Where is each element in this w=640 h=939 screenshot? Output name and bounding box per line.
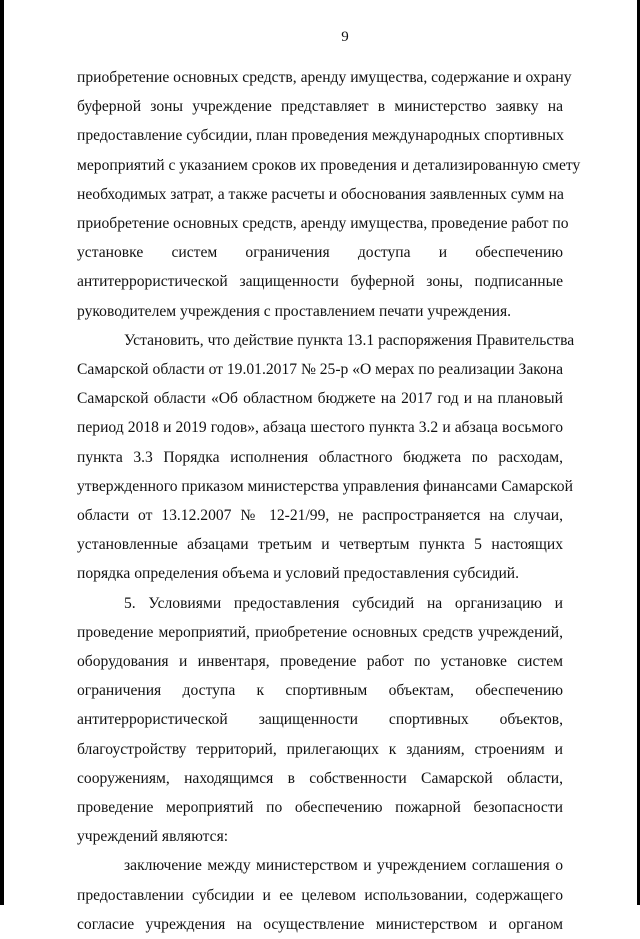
text-line: области от 13.12.2007 № 12-21/99, не распространяется на случаи, xyxy=(77,507,563,525)
text-line: предоставление субсидии, план проведения международных спортивных xyxy=(77,127,564,145)
text-line: учреждений являются: xyxy=(77,828,229,846)
text-line: Установить, что действие пункта 13.1 распоряжения Правительства xyxy=(124,331,575,349)
text-line: буферной зоны учреждение представляет в министерство заявку на xyxy=(77,98,563,116)
text-line: заключение между министерством и учреждением соглашения о xyxy=(124,857,563,875)
text-line: ограничения доступа к спортивным объектам, обеспечению xyxy=(77,682,563,700)
page-number: 9 xyxy=(341,29,349,45)
text-line: руководителем учреждения с проставлением печати учреждения. xyxy=(77,302,512,320)
text-line: сооружениям, находящимся в собственности Самарской области, xyxy=(77,769,563,787)
paragraph-application-requirements xyxy=(77,63,581,326)
text-line: благоустройству территорий, прилегающих к зданиям, строениям и xyxy=(77,740,563,758)
text-line: приобретение основных средств, аренду имущества, проведение работ по xyxy=(77,215,569,233)
text-line: установке систем ограничения доступа и обеспечению xyxy=(77,244,563,262)
text-line: согласие учреждения на осуществление министерством и органом xyxy=(77,915,563,933)
text-line: антитеррористической защищенности спортивных объектов, xyxy=(77,711,563,729)
paragraph-agreement-condition xyxy=(77,851,563,939)
text-line: Самарской области от 19.01.2017 № 25-р «О мерах по реализации Закона xyxy=(77,361,564,379)
text-line: утвержденного приказом министерства управления финансами Самарской xyxy=(77,477,573,495)
text-line: необходимых затрат, а также расчеты и обоснования заявленных сумм на xyxy=(77,185,564,203)
text-line: 5. Условиями предоставления субсидий на организацию и xyxy=(124,594,563,612)
document-body xyxy=(77,63,581,939)
text-line: антитеррористической защищенности буферной зоны, подписанные xyxy=(77,273,563,291)
text-line: порядка определения объема и условий предоставления субсидий. xyxy=(77,565,520,583)
text-line: приобретение основных средств, аренду имущества, содержание и охрану xyxy=(77,69,572,86)
text-line: предоставлении субсидии и ее целевом использовании, содержащего xyxy=(77,886,563,904)
text-line: проведение мероприятий, приобретение основных средств учреждений, xyxy=(77,623,563,641)
text-line: мероприятий с указанием сроков их проведения и детализированную смету xyxy=(77,156,581,174)
text-line: период 2018 и 2019 годов», абзаца шестого пункта 3.2 и абзаца восьмого xyxy=(77,419,563,437)
paragraph-section-5-conditions xyxy=(77,589,563,852)
text-line: установленные абзацами третьим и четвертым пункта 5 настоящих xyxy=(77,536,563,554)
text-line: оборудования и инвентаря, проведение работ по установке систем xyxy=(77,653,563,671)
text-line: пункта 3.3 Порядка исполнения областного бюджета по расходам, xyxy=(77,448,563,466)
scan-border-left xyxy=(0,0,4,905)
paragraph-exemption-clause xyxy=(77,326,575,589)
text-line: Самарской области «Об областном бюджете на 2017 год и на плановый xyxy=(77,390,563,408)
text-line: проведение мероприятий по обеспечению пожарной безопасности xyxy=(77,799,563,817)
